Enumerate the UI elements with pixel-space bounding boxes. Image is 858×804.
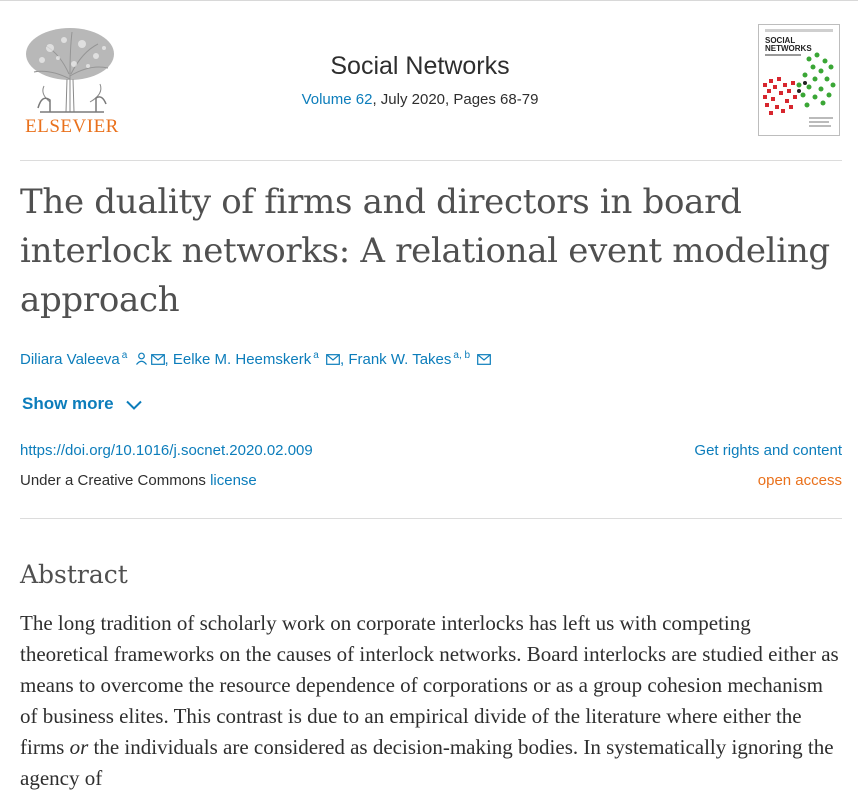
- show-more-button[interactable]: [22, 394, 142, 414]
- cover-title-line1: SOCIAL: [765, 36, 796, 45]
- journal-info: [200, 52, 640, 108]
- cover-image: [759, 25, 839, 135]
- article-title: The duality of firms and directors in board interlock networks: A relational event modeling approach: [20, 182, 830, 320]
- abstract-emphasis: or: [69, 735, 89, 759]
- license-prefix: Under a Creative Commons: [20, 472, 211, 489]
- get-rights-link[interactable]: Get rights and content: [694, 442, 842, 459]
- author-list: Diliara Valeeva $^a$ , Eelke M. Heemskerk $^a$ , Frank W. Takes $^{a, b}$: [20, 350, 491, 369]
- volume-link[interactable]: Volume 62: [301, 91, 373, 108]
- author-affiliation-1[interactable]: a: [121, 350, 128, 361]
- issue-info: , July 2020, Pages 68-79: [372, 91, 539, 108]
- abstract-text: [20, 608, 842, 794]
- abstract-heading: Abstract: [20, 560, 128, 589]
- author-name-3[interactable]: Frank W. Takes: [348, 351, 452, 368]
- email-icon[interactable]: [477, 352, 491, 369]
- doi-link[interactable]: https://doi.org/10.1016/j.socnet.2020.02.009: [20, 442, 313, 459]
- meta-divider: [20, 518, 842, 519]
- cover-title-line2: NETWORKS: [765, 44, 812, 53]
- author-affiliation-3[interactable]: a, b: [453, 350, 471, 361]
- license-line: [20, 472, 257, 489]
- journal-title[interactable]: Social Networks: [330, 52, 510, 80]
- header: [20, 24, 842, 140]
- chevron-down-icon: [126, 400, 142, 410]
- email-icon[interactable]: [151, 352, 165, 369]
- show-more-label: Show more: [22, 394, 114, 413]
- elsevier-wordmark: ELSEVIER: [25, 116, 119, 137]
- elsevier-logo[interactable]: [20, 24, 124, 136]
- abstract-part-2: the individuals are considered as decision-making bodies. In systematically ignoring the agency of: [20, 735, 834, 790]
- author-name-1[interactable]: Diliara Valeeva: [20, 351, 120, 368]
- author-name-2[interactable]: Eelke M. Heemskerk: [172, 351, 312, 368]
- header-divider: [20, 160, 842, 161]
- email-icon[interactable]: [326, 352, 340, 369]
- tree-icon: [20, 24, 124, 114]
- open-access-badge: open access: [757, 472, 842, 489]
- author-affiliation-2[interactable]: a: [313, 350, 319, 361]
- person-icon[interactable]: [135, 352, 148, 369]
- abstract-part-1: The long tradition of scholarly work on corporate interlocks has left us with competing theoretical frameworks on the causes of interlock networks. Board interlocks are studied either as means to overcome the resource dependence of corporations or as a group cohesion mechanism of business elites. This contrast is due to an empirical divide of the literature where either the firms: [20, 611, 839, 759]
- journal-cover[interactable]: [758, 24, 840, 136]
- top-rule: [0, 0, 858, 4]
- journal-meta: [200, 91, 640, 108]
- license-link[interactable]: license: [210, 472, 257, 489]
